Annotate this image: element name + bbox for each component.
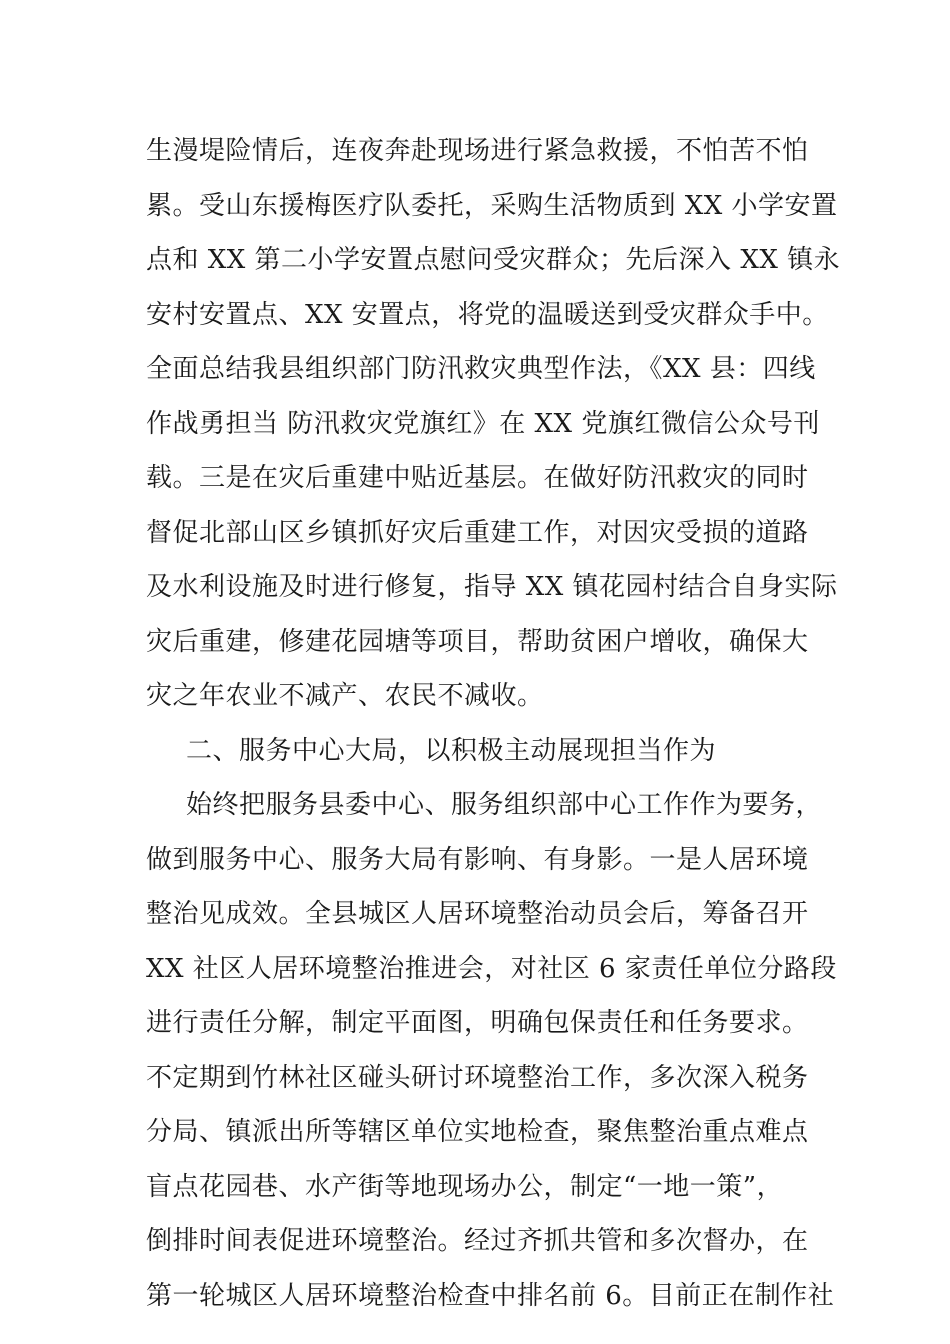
text-line: 盲点花园巷、水产街等地现场办公，制定“一地一策”， [146,1171,784,1202]
body-text [146,124,841,1323]
text-line: 点和 XX 第二小学安置点慰问受灾群众；先后深入 XX 镇永 [146,245,841,275]
text-line: 生漫堤险情后，连夜奔赴现场进行紧急救援，不怕苦不怕 [146,136,809,166]
text-line: 灾后重建，修建花园塘等项目，帮助贫困户增收，确保大 [146,626,809,657]
text-line: 督促北部山区乡镇抓好灾后重建工作，对因灾受损的道路 [146,517,809,548]
text-line: 累。受山东援梅医疗队委托，采购生活物质到 XX 小学安置 [146,190,838,221]
text-line: 分局、镇派出所等辖区单位实地检查，聚焦整治重点难点 [146,1117,809,1147]
text-line: 第一轮城区人居环境整治检查中排名前 6。目前正在制作社 [146,1280,835,1311]
text-line: 不定期到竹林社区碰头研讨环境整治工作，多次深入税务 [146,1062,809,1093]
text-line: 作战勇担当 防汛救灾党旗红》在 XX 党旗红微信公众号刊 [146,408,820,439]
text-line: 及水利设施及时进行修复，指导 XX 镇花园村结合自身实际 [146,572,838,602]
text-line: 进行责任分解，制定平面图，明确包保责任和任务要求。 [146,1008,809,1038]
text-line: 灾之年农业不减产、农民不减收。 [146,681,544,711]
text-line: 安村安置点、XX 安置点，将党的温暖送到受灾群众手中。 [146,299,829,330]
text-line: XX 社区人居环境整治推进会，对社区 6 家责任单位分路段 [146,953,837,984]
text-line: 载。三是在灾后重建中贴近基层。在做好防汛救灾的同时 [146,463,809,493]
text-line: 始终把服务县委中心、服务组织部中心工作作为要务， [186,790,823,820]
text-line: 整治见成效。全县城区人居环境整治动员会后，筹备召开 [146,899,809,929]
text-line: 全面总结我县组织部门防汛救灾典型作法，《XX 县：四线 [146,354,816,384]
text-line: 做到服务中心、服务大局有影响、有身影。一是人居环境 [146,844,809,875]
section-heading: 二、服务中心大局，以积极主动展现担当作为 [186,735,717,766]
text-line: 倒排时间表促进环境整治。经过齐抓共管和多次督办，在 [146,1226,809,1256]
